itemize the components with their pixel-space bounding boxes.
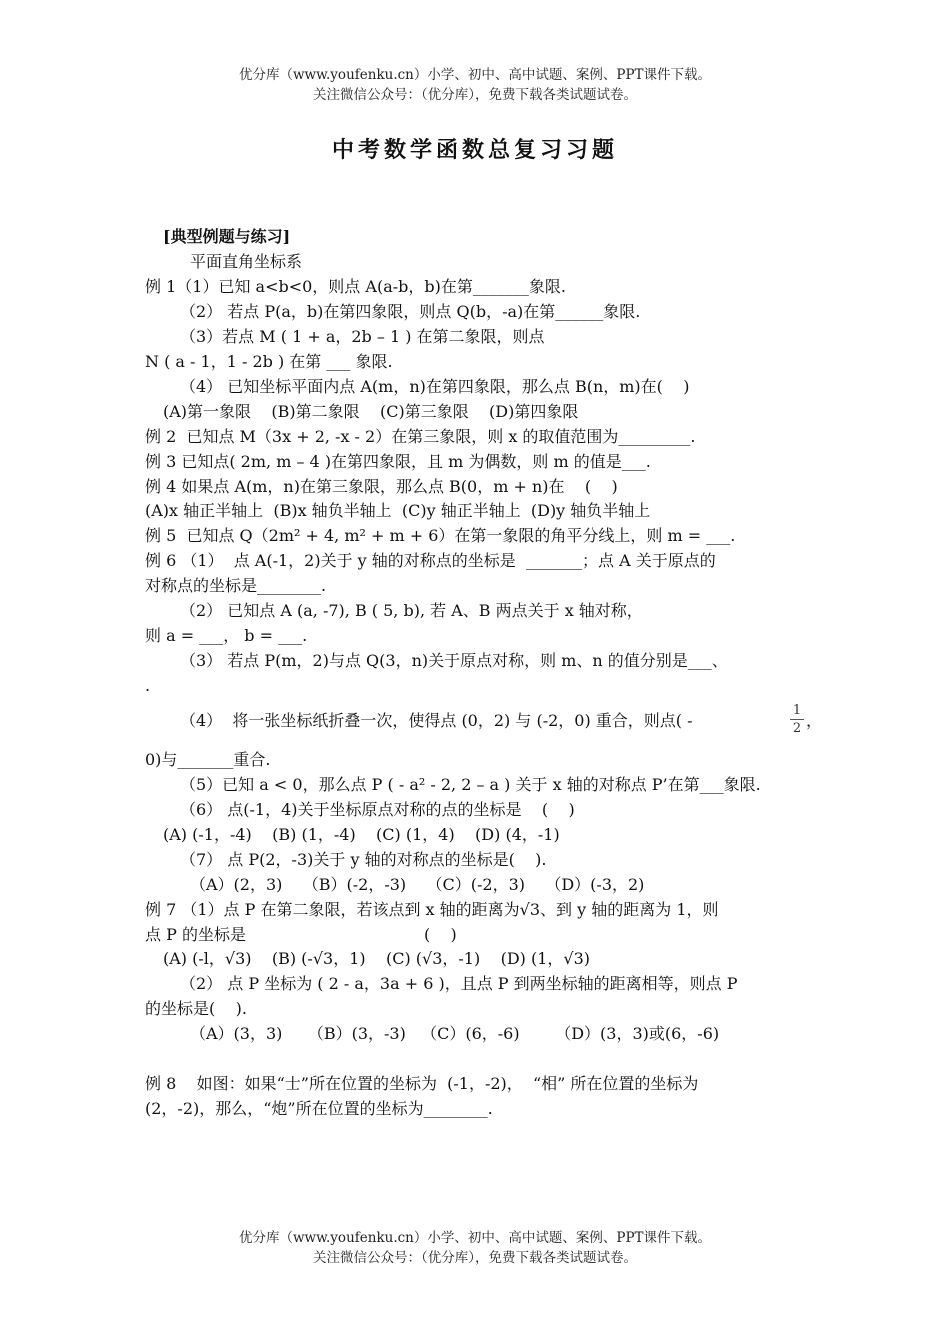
- answer-options: (A) (-1，-4) (B) (1，-4) (C) (1，4) (D) (4，-1): [163, 825, 560, 844]
- question-line: （7） 点 P(2，-3)关于 y 轴的对称点的坐标是( ).: [180, 850, 547, 869]
- question-line: 例 8 如图：如果“士”所在位置的坐标为 (-1，-2)， “相” 所在位置的坐标为: [145, 1074, 699, 1093]
- question-line: （3） 若点 P(m，2)与点 Q(3，n)关于原点对称，则 m、n 的值分别是___、: [180, 651, 728, 670]
- question-line: ，: [806, 711, 823, 730]
- question-line: .: [145, 676, 151, 695]
- page-header-line-1: 优分库（www.youfenku.cn）小学、初中、高中试题、案例、PPT课件下载。: [238, 67, 712, 83]
- question-line: 0)与_______重合.: [145, 750, 271, 769]
- document-title: 中考数学函数总复习习题: [331, 137, 618, 163]
- question-line: 例 2 已知点 M（3x + 2, -x - 2）在第三象限，则 x 的取值范围为_________.: [145, 427, 696, 446]
- question-line: 例 5 已知点 Q（2m² + 4, m² + m + 6）在第一象限的角平分线上，则 m = ___.: [145, 526, 736, 545]
- question-line: 例 3 已知点( 2m, m – 4 )在第四象限，且 m 为偶数，则 m 的值是___.: [145, 452, 651, 471]
- question-line: 的坐标是( ).: [145, 999, 247, 1018]
- fraction-numerator: 1: [792, 703, 802, 718]
- page-footer-line-2: 关注微信公众号：（优分库），免费下载各类试题试卷。: [313, 1250, 637, 1266]
- question-line: 例 4 如果点 A(m，n)在第三象限，那么点 B(0，m + n)在 ( ): [145, 477, 618, 496]
- page-footer-line-1: 优分库（www.youfenku.cn）小学、初中、高中试题、案例、PPT课件下载。: [238, 1230, 712, 1246]
- section-heading: [典型例题与练习]: [163, 227, 291, 246]
- subsection-heading: 平面直角坐标系: [190, 252, 303, 271]
- answer-options: (A) (-l，√3) (B) (-√3，1) (C) (√3，-1) (D) (1，√3): [163, 949, 591, 968]
- question-line: （5）已知 a < 0，那么点 P ( - a² - 2, 2 – a ) 关于 x 轴的对称点 P’在第___象限.: [180, 775, 761, 794]
- answer-options: (A)x 轴正半轴上 (B)x 轴负半轴上 (C)y 轴正半轴上 (D)y 轴负半轴上: [145, 501, 651, 520]
- fraction-one-half: [790, 703, 804, 736]
- question-line: 则 a = ___， b = ___.: [145, 626, 308, 645]
- question-line: （3）若点 M ( 1 + a，2b – 1 ) 在第二象限，则点: [180, 327, 545, 346]
- question-line: 对称点的坐标是________.: [145, 576, 327, 595]
- question-line: （6） 点(-1，4)关于坐标原点对称的点的坐标是 ( ): [180, 800, 575, 819]
- question-line: 例 7 （1）点 P 在第二象限，若该点到 x 轴的距离为√3、到 y 轴的距离为 1，则: [145, 900, 719, 919]
- question-line: （2） 点 P 坐标为 ( 2 - a，3a + 6 )，且点 P 到两坐标轴的距离相等，则点 P: [180, 974, 738, 993]
- question-line: N ( a - 1，1 - 2b ) 在第 ___ 象限.: [145, 352, 393, 371]
- question-line: 点 P 的坐标是 ( ): [145, 925, 457, 944]
- answer-options: (A)第一象限 (B)第二象限 (C)第三象限 (D)第四象限: [163, 402, 579, 421]
- question-line: （4） 将一张坐标纸折叠一次，使得点 (0，2) 与 (-2，0) 重合，则点( -: [180, 711, 693, 730]
- answer-options: （A）(2，3) （B）(-2，-3) （C）(-2，3) （D）(-3，2): [190, 875, 645, 894]
- question-line: 例 6 （1） 点 A(-1，2)关于 y 轴的对称点的坐标是 _______；点 A 关于原点的: [145, 551, 716, 570]
- question-line: （4） 已知坐标平面内点 A(m，n)在第四象限，那么点 B(n，m)在( ): [180, 377, 690, 396]
- question-line: （2） 若点 P(a，b)在第四象限，则点 Q(b，-a)在第______象限.: [180, 302, 641, 321]
- question-line: 例 1（1）已知 a<b<0，则点 A(a-b，b)在第_______象限.: [145, 277, 566, 296]
- question-line: (2，-2)，那么，“炮”所在位置的坐标为________.: [145, 1099, 493, 1118]
- answer-options: （A）(3，3) （B）(3，-3) （C）(6，-6) （D）(3，3)或(6，-6): [190, 1024, 720, 1043]
- page-header-line-2: 关注微信公众号：（优分库），免费下载各类试题试卷。: [313, 87, 637, 103]
- fraction-denominator: 2: [792, 721, 802, 736]
- question-line: （2） 已知点 A (a, -7), B ( 5, b), 若 A、B 两点关于 x 轴对称，: [180, 601, 643, 620]
